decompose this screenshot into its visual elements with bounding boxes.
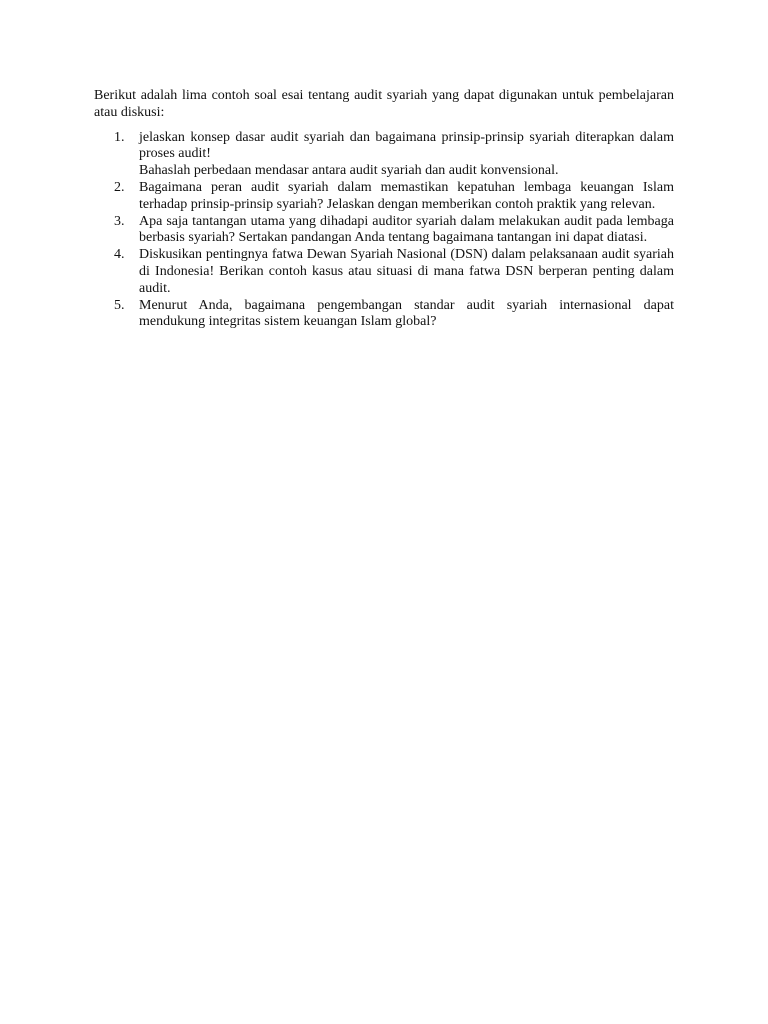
question-number: 5.: [114, 297, 125, 313]
question-text: Menurut Anda, bagaimana pengembangan standar audit syariah internasional dapat mendukung integritas sistem keuangan Islam global?: [139, 297, 674, 330]
question-item-3: [94, 214, 674, 248]
question-item-5: [94, 298, 674, 332]
question-text: Diskusikan pentingnya fatwa Dewan Syariah Nasional (DSN) dalam pelaksanaan audit syariah di Indonesia! Berikan contoh kasus atau situasi di mana fatwa DSN berperan penting dalam audit.: [139, 247, 674, 296]
document-body: [94, 88, 674, 331]
question-note: Bahaslah perbedaan mendasar antara audit syariah dan audit konvensional.: [139, 163, 559, 179]
question-number: 4.: [114, 247, 125, 263]
question-item-1: [94, 130, 674, 180]
question-number: 3.: [114, 213, 125, 229]
question-text: jelaskan konsep dasar audit syariah dan bagaimana prinsip-prinsip syariah diterapkan dalam proses audit!: [139, 129, 674, 162]
question-text: Apa saja tantangan utama yang dihadapi auditor syariah dalam melakukan audit pada lembaga berbasis syariah? Sertakan pandangan Anda tentang bagaimana tantangan ini dapat diatasi.: [139, 213, 674, 246]
question-item-2: [94, 180, 674, 214]
question-text: Bagaimana peran audit syariah dalam memastikan kepatuhan lembaga keuangan Islam terhadap prinsip-prinsip syariah? Jelaskan dengan memberikan contoh praktik yang relevan.: [139, 179, 674, 212]
question-list: [94, 130, 674, 332]
intro-paragraph: Berikut adalah lima contoh soal esai tentang audit syariah yang dapat digunakan untuk pembelajaran atau diskusi:: [94, 88, 674, 120]
question-item-4: [94, 247, 674, 297]
question-number: 1.: [114, 129, 125, 145]
question-number: 2.: [114, 179, 125, 195]
